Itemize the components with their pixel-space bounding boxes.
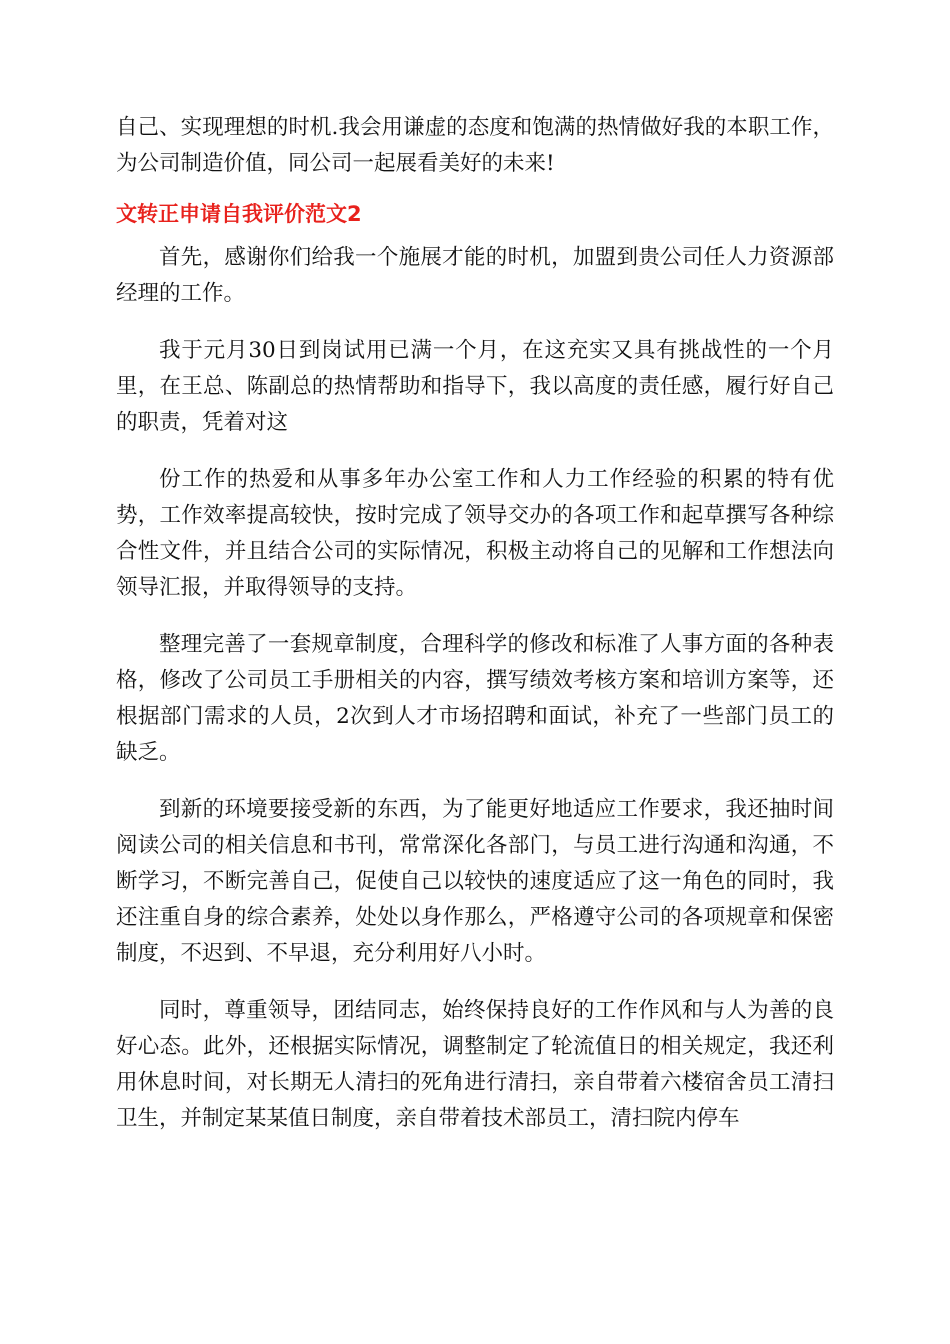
paragraph-3: 份工作的热爱和从事多年办公室工作和人力工作经验的积累的特有优势，工作效率提高较快，按时完成了领导交办的各项工作和起草撰写各种综合性文件，并且结合公司的实际情况，积极主动将自己的见解和工作想法向领导汇报，并取得领导的支持。 [116, 467, 834, 600]
paragraph-1: 首先，感谢你们给我一个施展才能的时机，加盟到贵公司任人力资源部经理的工作。 [116, 245, 834, 306]
paragraph-2: 我于元月30日到岗试用已满一个月，在这充实又具有挑战性的一个月里，在王总、陈副总的热情帮助和指导下，我以高度的责任感，履行好自己的职责，凭着对这 [116, 338, 834, 435]
intro-paragraph: 自己、实现理想的时机.我会用谦虚的态度和饱满的热情做好我的本职工作，为公司制造价值，同公司一起展看美好的未来! [116, 115, 834, 176]
document-body [116, 110, 834, 1158]
paragraph-5: 到新的环境要接受新的东西，为了能更好地适应工作要求，我还抽时间阅读公司的相关信息和书刊，常常深化各部门，与员工进行沟通和沟通，不断学习，不断完善自己，促使自己以较快的速度适应了这一角色的同时，我还注重自身的综合素养，处处以身作那么，严格遵守公司的各项规章和保密制度，不迟到、不早退，充分利用好八小时。 [116, 797, 834, 966]
section-heading: 文转正申请自我评价范文2 [116, 202, 362, 226]
paragraph-6: 同时，尊重领导，团结同志，始终保持良好的工作作风和与人为善的良好心态。此外，还根据实际情况，调整制定了轮流值日的相关规定，我还利用休息时间，对长期无人清扫的死角进行清扫，亲自带着六楼宿舍员工清扫卫生，并制定某某值日制度，亲自带着技术部员工，清扫院内停车 [116, 998, 834, 1131]
paragraph-4: 整理完善了一套规章制度，合理科学的修改和标准了人事方面的各种表格，修改了公司员工手册相关的内容，撰写绩效考核方案和培训方案等，还根据部门需求的人员，2次到人才市场招聘和面试，补充了一些部门员工的缺乏。 [116, 632, 834, 765]
